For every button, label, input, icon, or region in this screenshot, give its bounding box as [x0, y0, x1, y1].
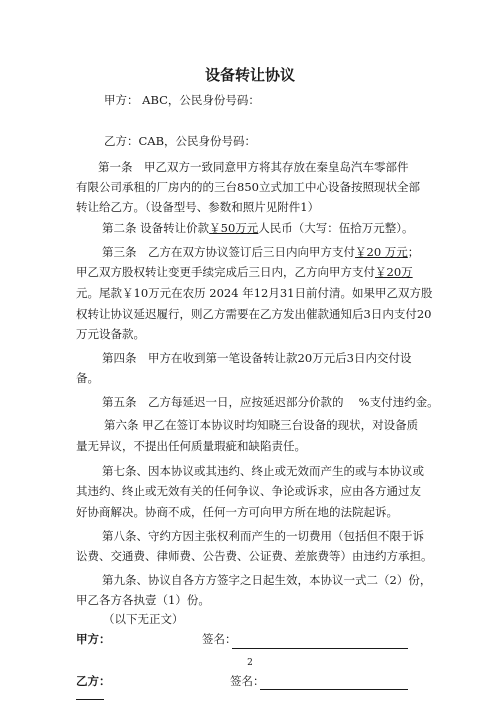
clause-8-line-1: 第八条、守约方因主张权利而产生的一切费用（包括但不限于诉	[102, 529, 424, 543]
clause-9-line-2: 甲乙各方各执壹（1）份。	[76, 593, 210, 607]
clause-6-line-1: 第六条 甲乙在签订本协议时均知晓三台设备的现状，对设备质	[104, 418, 419, 432]
party-b-signature-line	[260, 689, 408, 690]
party-b-sign-label: 乙方：	[76, 674, 111, 688]
clause-9-line-1: 第九条、协议自各方方签字之日起生效，本协议一式二（2）份，	[102, 573, 432, 587]
clause-1-line-3: 转让给乙方。（设备型号、参数和照片见附件1）	[76, 200, 320, 214]
party-a-signature-line	[232, 648, 408, 649]
clause-3-text-2: 甲乙双方股权转让变更手续完成后三日内，乙方向甲方支付	[76, 265, 375, 279]
party-b-extra-line	[76, 699, 104, 700]
clause-7-line-1: 第七条、因本协议或其违约、终止或无效而产生的或与本协议或	[102, 464, 424, 478]
clause-5-line: 第五条 乙方每延迟一日，应按延迟部分价款的 %支付违约金。	[102, 395, 439, 409]
clause-3-text: 第三条 乙方在双方协议签订后三日内向甲方支付	[102, 245, 355, 259]
party-b-signature-label: 签名：	[230, 674, 265, 688]
clause-8-line-2: 讼费、交通费、律师费、公告费、公证费、差旅费等）由违约方承担。	[76, 549, 433, 563]
party-a-signature-label: 签名：	[202, 632, 237, 646]
clause-3-sep: ；	[407, 245, 420, 259]
clause-3-line-2	[76, 265, 413, 279]
end-note: （以下无正文）	[103, 612, 184, 626]
clause-3-amount-2: ￥20万	[375, 265, 413, 279]
clause-4-line-1: 第四条 甲方在收到第一笔设备转让款20万元后3日内交付设	[102, 351, 412, 365]
clause-3-line-4: 权转让协议延迟履行，则乙方需要在乙方发出催款通知后3日内支付20	[76, 307, 432, 321]
party-a-line: 甲方： ABC，公民身份号码：	[104, 93, 260, 107]
page-number: 2	[247, 658, 253, 668]
clause-4-line-2: 备。	[76, 371, 99, 385]
clause-7-line-2: 其违约、终止或无效有关的任何争议、争论或诉求，应由各方通过友	[76, 484, 421, 498]
clause-6-line-2: 量无异议，不提出任何质量瑕疵和缺陷责任。	[76, 439, 306, 453]
clause-1-line-1: 第一条 甲乙双方一致同意甲方将其存放在秦皇岛汽车零部件	[98, 160, 409, 174]
document-title: 设备转让协议	[204, 66, 295, 84]
party-a-sign-label: 甲方：	[76, 632, 111, 646]
clause-2-line	[102, 221, 414, 235]
clause-3-line-5: 万元设备款。	[76, 327, 145, 341]
clause-2-text-end: 人民币（大写：伍拾万元整）。	[258, 221, 414, 235]
clause-2-text: 第二条 设备转让价款	[102, 221, 210, 235]
clause-7-line-3: 好协商解决。协商不成，任何一方可向甲方所在地的法院起诉。	[76, 505, 398, 519]
clause-3-amount-1: ￥20 万元	[355, 245, 408, 259]
clause-1-line-2: 有限公司承租的厂房内的的三台850立式加工中心设备按照现状全部	[76, 180, 420, 194]
party-b-line: 乙方：CAB，公民身份号码：	[104, 134, 257, 148]
clause-2-amount: ￥50万元	[209, 221, 259, 235]
clause-3-line-3: 元。尾款￥10万元在农历 2024 年12月31日前付清。如果甲乙双方股	[76, 286, 433, 300]
clause-3-line-1	[102, 245, 419, 259]
